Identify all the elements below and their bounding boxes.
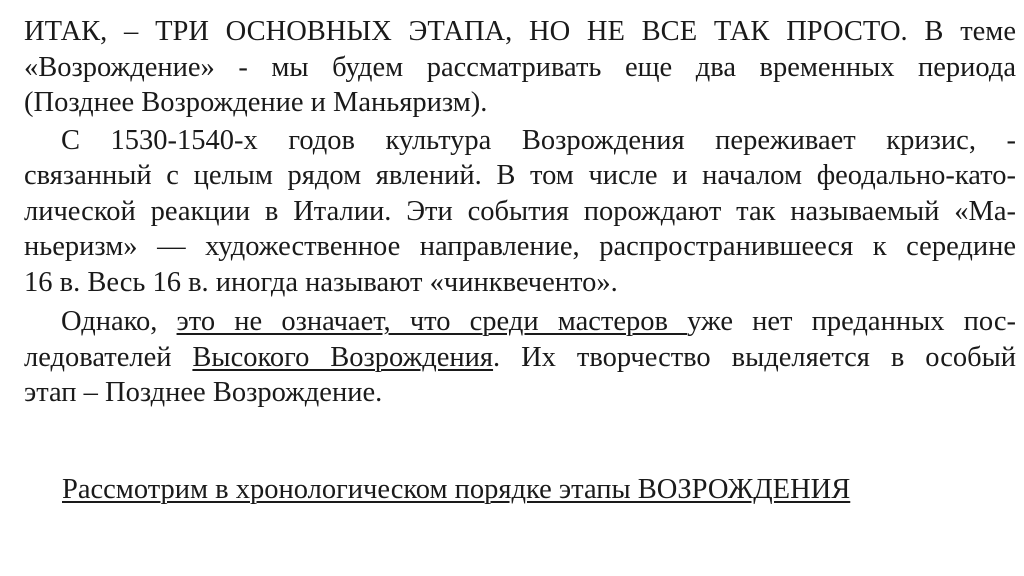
paragraph-crisis-line-2: связанный с целым рядом явлений. В том числе и началом феодально-като- xyxy=(24,160,1016,191)
paragraph-crisis-line-3: лической реакции в Италии. Эти события порождают так называемый «Ма- xyxy=(24,195,1016,227)
paragraph-intro-line-1: ИТАК, – ТРИ ОСНОВНЫХ ЭТАПА, НО НЕ ВСЕ ТАК ПРОСТО. В теме xyxy=(24,16,1016,47)
paragraph-late-line-1-post: уже нет преданных пос- xyxy=(687,306,1016,337)
paragraph-crisis xyxy=(24,123,1016,301)
paragraph-late-line-2 xyxy=(24,340,1016,376)
paragraph-late-line-3: этап – Позднее Возрождение. xyxy=(24,377,383,408)
link-high-renaissance[interactable]: Высокого Возрождения xyxy=(192,341,494,373)
paragraph-late-line-2-pre: ледователей xyxy=(24,341,193,373)
paragraph-late-line-2-post: . Их творчество выделяется в особый xyxy=(493,341,1016,373)
link-renaissance-stages[interactable]: Рассмотрим в хронологическом порядке этапы ВОЗРОЖДЕНИЯ xyxy=(62,474,851,505)
paragraph-late-renaissance xyxy=(24,304,1016,411)
paragraph-crisis-line-1: С 1530-1540-х годов культура Возрождения переживает кризис, - xyxy=(61,124,1016,156)
paragraph-intro-line-2: «Возрождение» - мы будем рассматривать еще два временных периода xyxy=(24,51,1016,83)
paragraph-late-line-1 xyxy=(24,304,1016,340)
paragraph-crisis-line-5: 16 в. Весь 16 в. иногда называют «чинквеченто». xyxy=(24,266,618,298)
link-masters[interactable]: это не означает, что среди мастеров xyxy=(176,306,688,337)
paragraph-crisis-line-4: ньеризм» — художественное направление, распространившееся к середине xyxy=(24,231,1016,262)
paragraph-intro-line-3: (Позднее Возрождение и Маньяризм). xyxy=(24,87,488,118)
paragraph-intro xyxy=(24,14,1016,121)
slide-text-body xyxy=(24,14,1016,411)
paragraph-late-line-1-pre: Однако, xyxy=(61,306,177,337)
